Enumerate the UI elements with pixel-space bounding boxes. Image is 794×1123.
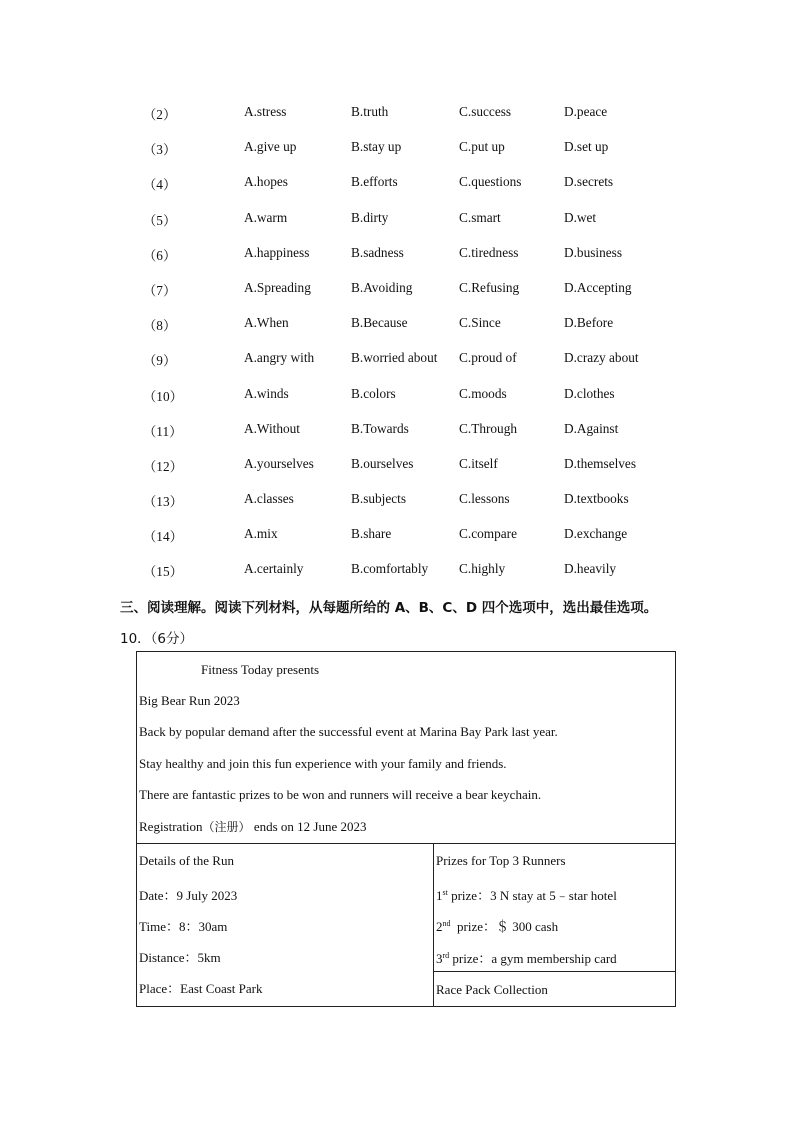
prize-second-num: 2	[436, 919, 443, 934]
option-d: D.Accepting	[564, 279, 632, 295]
option-a: A.winds	[244, 385, 289, 401]
registration-cn: （注册）	[202, 820, 251, 834]
ad-line-3: There are fantastic prizes to be won and runners will receive a bear keychain.	[139, 787, 542, 802]
option-d: D.textbooks	[564, 491, 629, 507]
option-row	[0, 210, 794, 245]
option-b: B.share	[351, 526, 392, 542]
item-number: （10）	[143, 388, 183, 404]
option-row	[0, 386, 794, 421]
divider-vertical	[433, 843, 434, 1006]
option-a: A.yourselves	[244, 455, 314, 471]
item-number: （11）	[143, 423, 183, 439]
prizes-heading: Prizes for Top 3 Runners	[436, 853, 566, 868]
option-d: D.clothes	[564, 385, 615, 401]
registration-date: ends on 12 June 2023	[250, 819, 367, 834]
item-number: （4）	[143, 177, 177, 193]
option-c: C.moods	[459, 385, 507, 401]
option-row	[0, 350, 794, 385]
section-heading: 三、阅读理解。阅读下列材料，从每题所给的 A、B、C、D 四个选项中，选出最佳选项。	[120, 600, 658, 616]
option-c: C.itself	[459, 455, 498, 471]
option-a: A.hopes	[244, 174, 288, 190]
option-d: D.wet	[564, 209, 597, 225]
option-d: D.exchange	[564, 526, 628, 542]
option-c: C.put up	[459, 139, 505, 155]
item-number: （9）	[143, 353, 177, 369]
option-a: A.Without	[244, 420, 300, 436]
item-number: （5）	[143, 212, 177, 228]
details-heading: Details of the Run	[139, 853, 234, 868]
option-row	[0, 104, 794, 139]
option-b: B.sadness	[351, 244, 404, 260]
options-list	[0, 104, 794, 597]
item-number: （2）	[143, 107, 177, 122]
item-number: （3）	[143, 142, 177, 158]
option-b: B.worried about	[351, 350, 438, 366]
item-number: （15）	[143, 564, 183, 580]
option-b: B.colors	[351, 385, 396, 401]
option-a: A.certainly	[244, 561, 304, 577]
option-d: D.Before	[564, 315, 614, 331]
option-row	[0, 174, 794, 209]
option-row	[0, 491, 794, 526]
option-row	[0, 245, 794, 280]
option-row	[0, 421, 794, 456]
option-row	[0, 561, 794, 596]
option-a: A.stress	[244, 104, 287, 119]
option-b: B.truth	[351, 104, 389, 119]
option-d: D.peace	[564, 104, 608, 119]
ad-line-1: Back by popular demand after the successful event at Marina Bay Park last year.	[139, 724, 558, 739]
prize-third-suffix: rd	[442, 951, 450, 960]
ad-line-2: Stay healthy and join this fun experience with your family and friends.	[139, 756, 507, 771]
event-title: Big Bear Run 2023	[139, 693, 240, 708]
option-b: B.stay up	[351, 139, 402, 155]
option-row	[0, 280, 794, 315]
option-c: C.highly	[459, 561, 506, 577]
option-c: C.Through	[459, 420, 517, 436]
option-d: D.heavily	[564, 561, 617, 577]
run-time: Time：8：30am	[139, 919, 228, 934]
option-d: D.themselves	[564, 455, 637, 471]
item-number: （13）	[143, 494, 183, 510]
prize-second	[436, 916, 558, 935]
option-c: C.success	[459, 104, 512, 119]
option-d: D.crazy about	[564, 350, 639, 366]
option-b: B.efforts	[351, 174, 398, 190]
option-b: B.Because	[351, 315, 408, 331]
option-c: C.proud of	[459, 350, 517, 366]
item-number: （14）	[143, 529, 183, 545]
option-b: B.subjects	[351, 491, 407, 507]
item-number: （8）	[143, 318, 177, 334]
race-pack-collection: Race Pack Collection	[436, 982, 548, 997]
run-place: Place：East Coast Park	[139, 981, 263, 996]
prize-third-num: 3	[436, 951, 443, 966]
option-d: D.business	[564, 244, 622, 260]
prize-first-text: prize：3 N stay at 5﹣star hotel	[447, 888, 617, 903]
option-a: A.warm	[244, 209, 288, 225]
option-a: A.When	[244, 315, 289, 331]
registration-label: Registration	[139, 819, 203, 834]
option-row	[0, 139, 794, 174]
option-row	[0, 456, 794, 491]
option-b: B.comfortably	[351, 561, 429, 577]
option-d: D.Against	[564, 420, 619, 436]
item-number: （12）	[143, 458, 183, 474]
option-c: C.Refusing	[459, 279, 520, 295]
option-d: D.secrets	[564, 174, 614, 190]
divider-horizontal-right	[433, 971, 675, 972]
option-c: C.smart	[459, 209, 501, 225]
option-b: B.ourselves	[351, 455, 414, 471]
item-number: （6）	[143, 247, 177, 263]
registration-line	[139, 818, 366, 835]
option-b: B.Avoiding	[351, 279, 413, 295]
option-c: C.questions	[459, 174, 522, 190]
prize-first	[436, 885, 617, 904]
option-b: B.Towards	[351, 420, 409, 436]
prize-second-suffix: nd	[442, 919, 451, 928]
option-d: D.set up	[564, 139, 609, 155]
option-c: C.tiredness	[459, 244, 519, 260]
divider-horizontal	[137, 843, 675, 844]
prize-first-num: 1	[436, 888, 443, 903]
option-a: A.happiness	[244, 244, 310, 260]
prize-second-text: prize：＄ 300 cash	[450, 919, 559, 934]
option-row	[0, 526, 794, 561]
item-number: （7）	[143, 282, 177, 298]
question-number: 10．（6分）	[120, 631, 194, 647]
option-c: C.lessons	[459, 491, 510, 507]
option-a: A.give up	[244, 139, 297, 155]
option-a: A.classes	[244, 491, 294, 507]
presenter-line: Fitness Today presents	[201, 662, 320, 677]
prize-third-text: prize：a gym membership card	[449, 951, 617, 966]
advertisement-box	[136, 651, 676, 1007]
option-a: A.angry with	[244, 350, 315, 366]
prize-third	[436, 948, 617, 967]
run-distance: Distance：5km	[139, 950, 221, 965]
option-b: B.dirty	[351, 209, 389, 225]
prize-first-suffix: st	[442, 888, 448, 897]
option-c: C.compare	[459, 526, 517, 542]
run-date: Date：9 July 2023	[139, 888, 238, 903]
option-row	[0, 315, 794, 350]
option-c: C.Since	[459, 315, 501, 331]
option-a: A.mix	[244, 526, 278, 542]
option-a: A.Spreading	[244, 279, 311, 295]
